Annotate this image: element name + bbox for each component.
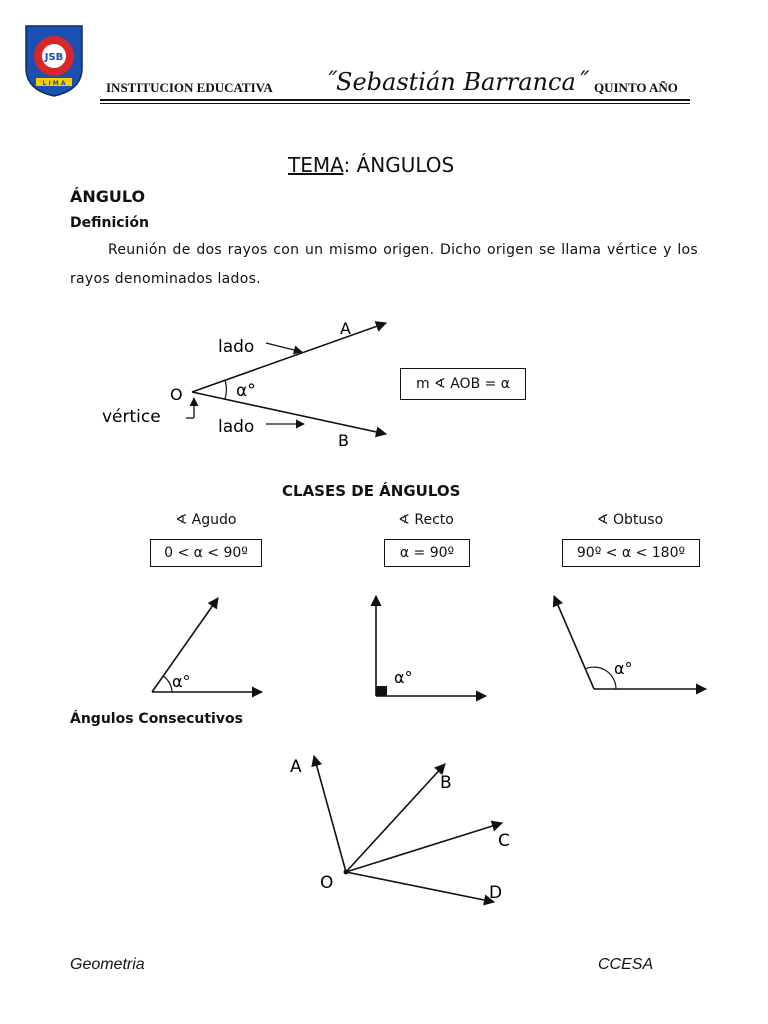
school-name: ˝Sebastián Barranca˝: [324, 68, 588, 96]
label-O: O: [170, 385, 183, 404]
institution-label: INSTITUCION EDUCATIVA: [106, 80, 273, 95]
footer-left: Geometria: [70, 956, 145, 973]
vertex-label: vértice: [102, 407, 161, 427]
label-B2: B: [440, 773, 452, 793]
alpha-label: α°: [236, 381, 256, 401]
ray-OA: [192, 323, 386, 392]
section-subheading: Definición: [70, 215, 149, 231]
header-rule-top: [100, 99, 690, 101]
label-B: B: [338, 431, 349, 450]
consecutive-heading: Ángulos Consecutivos: [70, 711, 243, 727]
label-D2: D: [489, 883, 503, 903]
consecutive-angles-figure: [0, 740, 768, 920]
label-A: A: [340, 319, 351, 338]
section-heading: ÁNGULO: [70, 187, 146, 206]
title-prefix: TEMA: [288, 153, 344, 177]
definition-paragraph: Reunión de dos rayos con un mismo origen. Dicho origen se llama vértice y los rayos denominados lados.: [70, 242, 698, 287]
logo-initials: JSB: [44, 52, 64, 63]
angle-arc: [225, 380, 226, 399]
class-name-obtuso: ∢ Obtuso: [596, 512, 664, 528]
grade-label: QUINTO AÑO: [594, 80, 678, 95]
school-logo: [24, 24, 84, 98]
footer-right: CCESA: [598, 956, 654, 973]
page-title: [288, 153, 454, 177]
class-name-agudo: ∢ Agudo: [175, 512, 237, 528]
origin-point: [344, 870, 349, 875]
ray-D: [346, 872, 494, 902]
label-C2: C: [498, 831, 510, 851]
obtuse-alpha-label: α°: [614, 659, 633, 678]
lado-top-pointer: [266, 343, 302, 352]
classes-heading: CLASES DE ÁNGULOS: [282, 482, 461, 500]
lado-bottom-label: lado: [218, 417, 255, 437]
angle-classes-figure: [0, 585, 768, 710]
header-rule-bottom: [100, 103, 690, 104]
formula-obtuso: 90º < α < 180º: [562, 539, 700, 567]
angle-definition-figure: [0, 300, 768, 460]
right-angle-marker: [376, 686, 387, 696]
title-rest: : ÁNGULOS: [343, 153, 455, 177]
logo-city: L I M A: [42, 80, 66, 87]
school-crest-icon: [24, 24, 84, 98]
right-angle: [376, 596, 486, 696]
angle-formula-box: m ∢ AOB = α: [400, 368, 526, 400]
formula-agudo: 0 < α < 90º: [150, 539, 262, 567]
acute-alpha-label: α°: [172, 672, 191, 691]
lado-top-label: lado: [218, 337, 255, 357]
acute-angle: [152, 598, 262, 692]
formula-recto: α = 90º: [384, 539, 470, 567]
label-A2: A: [290, 757, 302, 777]
class-name-recto: ∢ Recto: [398, 512, 454, 528]
ray-A: [314, 756, 346, 872]
label-O2: O: [320, 873, 334, 893]
right-alpha-label: α°: [394, 668, 413, 687]
obtuse-angle: [554, 596, 706, 689]
